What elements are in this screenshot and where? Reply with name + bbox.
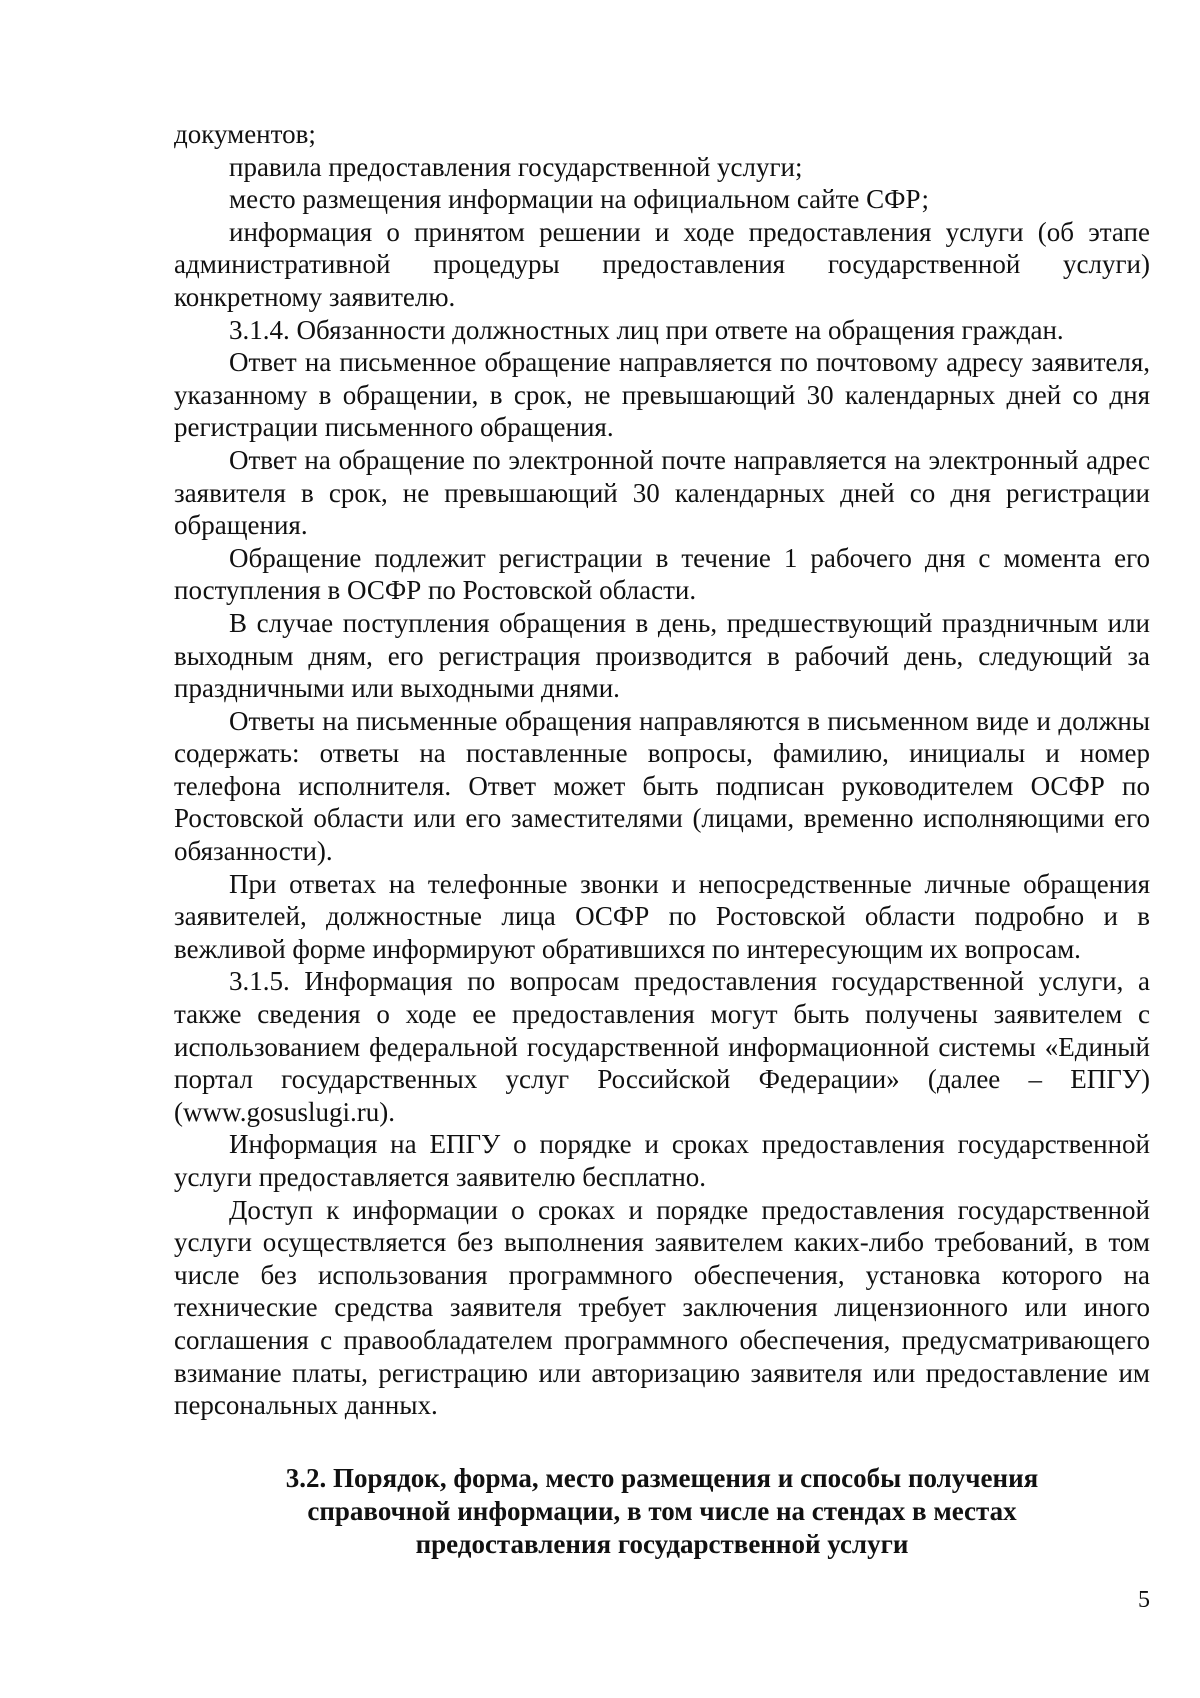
- paragraph: 3.1.4. Обязанности должностных лиц при ответе на обращения граждан.: [229, 314, 1064, 345]
- paragraph-continuation: документов;: [174, 119, 316, 149]
- section-heading: 3.2. Порядок, форма, место размещения и способы получения справочной информации, в том числе на стендах в местах предоставления государственной услуги: [285, 1462, 1039, 1559]
- paragraph: Ответы на письменные обращения направляются в письменном виде и должны содержать: ответы на поставленные вопросы, фамилию, инициалы и номер телефона исполнителя. Ответ может быть подписан руководителем ОСФР по Ростовской области или его заместителями (лицами, временно исполняющими его обязанности).: [174, 705, 1150, 867]
- document-body: [174, 118, 1150, 1561]
- paragraph: место размещения информации на официальном сайте СФР;: [229, 184, 930, 215]
- paragraph: Доступ к информации о сроках и порядке предоставления государственной услуги осуществляется без выполнения заявителем каких-либо требований, в том числе без использования программного обеспечения, установка которого на технические средства заявителя требует заключения лицензионного или иного соглашения с правообладателем программного обеспечения, предусматривающего взимание платы, регистрацию или авторизацию заявителя или предоставление им персональных данных.: [174, 1194, 1150, 1421]
- paragraph: В случае поступления обращения в день, предшествующий праздничным или выходным дням, его регистрация производится в рабочий день, следующий за праздничными или выходными днями.: [174, 607, 1150, 704]
- paragraph: Ответ на обращение по электронной почте направляется на электронный адрес заявителя в срок, не превышающий 30 календарных дней со дня регистрации обращения.: [174, 444, 1150, 541]
- page-number: 5: [1138, 1587, 1150, 1613]
- paragraph: правила предоставления государственной услуги;: [229, 151, 803, 182]
- paragraph: Информация на ЕПГУ о порядке и сроках предоставления государственной услуги предоставляется заявителю бесплатно.: [174, 1129, 1150, 1192]
- paragraph: Ответ на письменное обращение направляется по почтовому адресу заявителя, указанному в обращении, в срок, не превышающий 30 календарных дней со дня регистрации письменного обращения.: [174, 347, 1150, 443]
- paragraph: 3.1.5. Информация по вопросам предоставления государственной услуги, а также сведения о ходе ее предоставления могут быть получены заявителем с использованием федеральной государственной информационной системы «Единый портал государственных услуг Российской Федерации» (далее – ЕПГУ) (www.gosuslugi.ru).: [174, 966, 1150, 1127]
- paragraph: Обращение подлежит регистрации в течение 1 рабочего дня с момента его поступления в ОСФР по Ростовской области.: [174, 542, 1150, 606]
- paragraph: При ответах на телефонные звонки и непосредственные личные обращения заявителей, должностные лица ОСФР по Ростовской области подробно и в вежливой форме информируют обратившихся по интересующим их вопросам.: [174, 868, 1150, 964]
- paragraph: информация о принятом решении и ходе предоставления услуги (об этапе административной процедуры предоставления государственной услуги) конкретному заявителю.: [174, 216, 1150, 312]
